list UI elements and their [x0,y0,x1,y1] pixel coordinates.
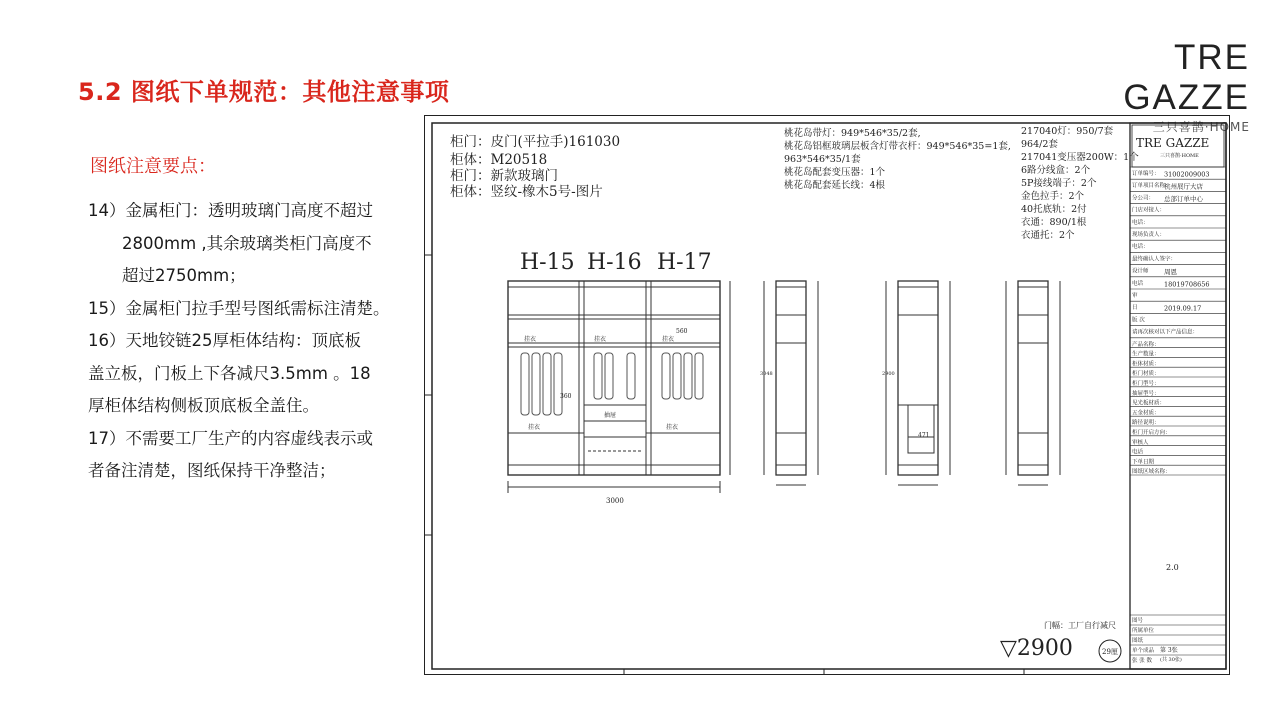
notes-heading: 图纸注意要点： [90,156,216,177]
logo-wordmark [1050,38,1250,118]
front-elevation [508,281,730,493]
cabinet-code: H-17 [657,250,712,275]
door-note: 门幅：工厂自行减尺 [1044,621,1116,630]
note-line: 厚柜体结构侧板顶底板全盖住。 [88,396,319,415]
header-right-line: 6路分线盒：2个 [1021,165,1091,176]
circle-label: 29厘 [1102,648,1118,656]
title-block-row-label: 门店对接人： [1132,207,1166,214]
cabinet-drawing [424,115,1230,677]
title-block-bottom-label: 图号 [1132,618,1144,624]
dim-label: 560 [676,328,688,335]
big-height-label: ▽2900 [1000,636,1073,661]
dim-label: 2900 [882,371,895,377]
title-block-check-label: 五金材质： [1132,410,1160,417]
title-block-check-label: 柜门开启方向： [1132,430,1171,436]
slide-title: 5.2 图纸下单规范：其他注意事项 [78,78,450,106]
title-block-row-label: 订单项目名称： [1132,183,1171,190]
title-block [1130,123,1226,669]
header-right-line: 5P接线端子：2个 [1021,178,1097,189]
title-block-row-value: 杭州展厅大店 [1164,182,1203,191]
title-block-row-value: 31002009003 [1164,170,1210,179]
cabinet-code: H-16 [587,250,642,275]
title-block-check-label: 柜体材质： [1132,361,1160,368]
page-label: 第 3张 [1160,647,1178,654]
title-block-row-label: 订单编号： [1132,171,1160,177]
title-block-row-label: 设计师 [1132,268,1149,275]
title-block-check-label: 见光板材质： [1132,400,1166,407]
side-section-3 [1006,281,1060,485]
header-right-line: 964/2套 [1021,139,1058,150]
note-line: 超过2750mm； [122,266,246,285]
title-block-check-label: 产品名称： [1132,341,1160,348]
side-section-2 [886,281,950,485]
note-line: 15）金属柜门拉手型号图纸需标注清楚。 [88,298,390,318]
title-block-row-value: 2019.09.17 [1164,304,1202,313]
header-right-line: 金色拉手：2个 [1021,191,1085,202]
title-block-row-label: 电话： [1132,244,1149,251]
header-right-line: 217041变压器200W：1个 [1021,152,1139,163]
title-block-row-label: 最终确认人签字： [1132,256,1177,263]
title-block-bottom-label: 所属单位 [1132,628,1155,634]
cabinet-label: 挂衣 [528,424,541,431]
title-block-bottom-label: 张 张 数 [1132,658,1152,664]
title-block-row-label: 版 次 [1132,317,1145,324]
notes-list [88,195,418,488]
cabinet-label: 挂衣 [524,336,537,343]
title-block-bottom-label: 单个成品 [1132,648,1155,654]
note-line: 2800mm ,其余玻璃类柜门高度不 [122,233,372,253]
dim-label: 360 [560,393,572,400]
title-block-row-value: 周恩 [1164,268,1177,277]
header-mid-line: 桃花岛配套变压器：1个 [784,167,886,178]
logo-subtitle: 三只喜鹊·HOME [1152,120,1250,134]
header-mid-line: 963*546*35/1套 [784,154,861,165]
note-line: 16）天地铰链25厚柜体结构：顶底板 [88,331,361,350]
title-block-check-label: 生产数量： [1132,351,1160,358]
header-right-line: 衣通托：2个 [1021,230,1075,241]
title-block-row-value: 18019708656 [1164,280,1210,289]
title-block-row-label: 日 [1132,305,1138,312]
cabinet-label: 挂衣 [666,424,679,431]
note-line: 盖立板，门板上下各减尺3.5mm 。18 [88,363,371,383]
header-mid-line: 桃花岛配套延长线：4根 [784,180,886,191]
header-right-line: 衣通：890/1根 [1021,217,1087,228]
note-line: 者备注清楚，图纸保持干净整洁； [88,461,336,480]
page-sub-label: (共 30张) [1160,657,1182,663]
title-block-check-label: 路径说明： [1132,420,1160,427]
header-right-line: 40托底轨：2付 [1021,204,1087,215]
title-block-logo-sub: 三只喜鹊·HOME [1160,153,1199,159]
title-block-check-label: 电话 [1132,449,1144,456]
logo-text: TRE GAZZE [1123,38,1250,117]
dim-label: 3048 [760,371,773,377]
cabinet-label: 抽屉 [604,412,617,419]
side-section-1 [764,281,818,485]
header-left-line: 柜门：皮门(平拉手)161030 [450,134,621,150]
title-block-row-label: 电话 [1132,280,1144,287]
title-block-check-label: 柜门型号： [1132,381,1160,387]
version-label: 2.0 [1166,563,1179,572]
cabinet-code: H-15 [520,250,575,275]
header-right-line: 217040灯：950/7套 [1021,126,1114,137]
header-mid-line: 桃花岛带灯：949*546*35/2套, [784,128,921,139]
cabinet-label: 挂衣 [662,336,675,343]
note-line: 14）金属柜门：透明玻璃门高度不超过 [88,201,373,220]
title-block-row-label: 电话： [1132,219,1149,226]
header-left-line: 柜体：竖纹-橡木5号-图片 [450,184,603,200]
title-block-check-label: 下单日期 [1132,459,1155,466]
header-left-line: 柜体：M20518 [450,152,548,168]
header-left-line: 柜门：新款玻璃门 [450,168,558,184]
title-block-row-label: 分公司： [1132,195,1155,202]
total-width-label: 3000 [606,497,624,505]
cabinet-label: 挂衣 [594,336,607,343]
title-block-row-label: 现场负责人： [1132,232,1166,238]
title-block-row-value: 总部订单中心 [1164,194,1203,203]
title-block-logo: TRE GAZZE [1136,136,1210,150]
title-block-bottom-label: 图纸 [1132,638,1144,644]
title-block-check-label: 柜门材质： [1132,371,1160,378]
dim-label: 471 [918,432,930,439]
note-line: 17）不需要工厂生产的内容虚线表示或 [88,428,373,448]
title-block-check-label: 审核人 [1132,439,1149,446]
title-block-check-label: 图纸区域名称： [1132,469,1171,476]
title-block-check-label: 抽屉型号： [1132,390,1160,397]
title-block-section-title: 请再次核对以下产品信息： [1132,329,1199,336]
header-mid-line: 桃花岛铝框玻璃层板含灯带衣杆：949*546*35=1套, [784,141,1011,152]
title-block-row-label: 审 [1132,293,1138,299]
